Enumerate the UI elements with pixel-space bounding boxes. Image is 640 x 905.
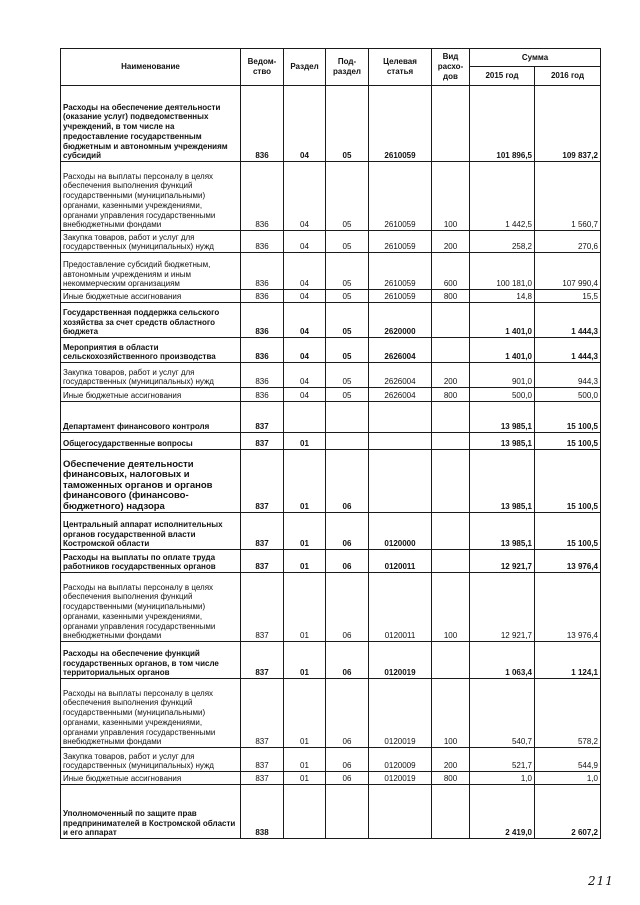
row-sum-2016: 1 444,3 xyxy=(535,338,601,363)
row-celevaya-statya: 0120009 xyxy=(369,748,432,772)
row-vedomstvo: 837 xyxy=(241,679,284,748)
row-celevaya-statya: 2620000 xyxy=(369,303,432,338)
row-podrazdel: 06 xyxy=(326,642,369,679)
row-celevaya-statya: 0120019 xyxy=(369,679,432,748)
row-podrazdel: 06 xyxy=(326,748,369,772)
row-celevaya-statya: 2610059 xyxy=(369,231,432,253)
row-sum-2016: 2 607,2 xyxy=(535,785,601,839)
row-podrazdel: 06 xyxy=(326,573,369,642)
table-row xyxy=(61,290,601,303)
row-vedomstvo: 837 xyxy=(241,642,284,679)
row-vid-raskhodov: 200 xyxy=(432,363,470,388)
table-body xyxy=(61,86,601,839)
table-row xyxy=(61,388,601,402)
row-celevaya-statya: 2610059 xyxy=(369,253,432,290)
row-vid-raskhodov: 100 xyxy=(432,679,470,748)
row-sum-2016: 578,2 xyxy=(535,679,601,748)
row-sum-2015: 1 063,4 xyxy=(470,642,535,679)
row-razdel: 01 xyxy=(284,679,326,748)
row-podrazdel: 06 xyxy=(326,450,369,513)
row-sum-2016: 13 976,4 xyxy=(535,573,601,642)
row-podrazdel: 05 xyxy=(326,338,369,363)
row-podrazdel: 05 xyxy=(326,290,369,303)
row-razdel: 04 xyxy=(284,86,326,162)
row-vid-raskhodov: 100 xyxy=(432,162,470,231)
row-razdel: 01 xyxy=(284,450,326,513)
row-vedomstvo: 837 xyxy=(241,772,284,785)
row-celevaya-statya: 2610059 xyxy=(369,290,432,303)
row-sum-2015: 14,8 xyxy=(470,290,535,303)
row-celevaya-statya xyxy=(369,450,432,513)
row-celevaya-statya: 0120019 xyxy=(369,642,432,679)
row-sum-2015: 13 985,1 xyxy=(470,450,535,513)
row-vid-raskhodov: 200 xyxy=(432,231,470,253)
table-row xyxy=(61,402,601,433)
row-razdel: 04 xyxy=(284,303,326,338)
row-sum-2016: 15 100,5 xyxy=(535,450,601,513)
row-vid-raskhodov xyxy=(432,550,470,573)
row-vid-raskhodov: 100 xyxy=(432,573,470,642)
row-vid-raskhodov xyxy=(432,433,470,450)
row-sum-2016: 15 100,5 xyxy=(535,433,601,450)
row-razdel: 04 xyxy=(284,338,326,363)
table-row xyxy=(61,363,601,388)
row-sum-2015: 12 921,7 xyxy=(470,550,535,573)
row-celevaya-statya: 0120019 xyxy=(369,772,432,785)
row-vedomstvo: 837 xyxy=(241,573,284,642)
row-vedomstvo: 837 xyxy=(241,513,284,550)
row-celevaya-statya: 2626004 xyxy=(369,363,432,388)
row-name: Департамент финансового контроля xyxy=(61,402,241,433)
row-vedomstvo: 836 xyxy=(241,290,284,303)
row-razdel: 01 xyxy=(284,550,326,573)
row-sum-2015: 500,0 xyxy=(470,388,535,402)
header-summa: Сумма xyxy=(470,49,601,67)
row-sum-2015: 901,0 xyxy=(470,363,535,388)
row-vid-raskhodov: 600 xyxy=(432,253,470,290)
row-vid-raskhodov xyxy=(432,642,470,679)
row-podrazdel: 05 xyxy=(326,303,369,338)
row-sum-2016: 1 124,1 xyxy=(535,642,601,679)
row-razdel: 04 xyxy=(284,290,326,303)
row-vid-raskhodov xyxy=(432,513,470,550)
row-name: Иные бюджетные ассигнования xyxy=(61,388,241,402)
row-celevaya-statya xyxy=(369,433,432,450)
table-row xyxy=(61,748,601,772)
row-celevaya-statya: 0120000 xyxy=(369,513,432,550)
row-vedomstvo: 836 xyxy=(241,231,284,253)
row-vid-raskhodov: 800 xyxy=(432,388,470,402)
row-razdel: 01 xyxy=(284,433,326,450)
row-sum-2015: 13 985,1 xyxy=(470,433,535,450)
row-celevaya-statya: 2626004 xyxy=(369,388,432,402)
row-sum-2015: 100 181,0 xyxy=(470,253,535,290)
row-name: Расходы на выплаты персоналу в целях обеспечения выполнения функций государственными (муниципальными) органами, казенными учреждениями, органами управления государственными внебюджетными фондами xyxy=(61,679,241,748)
row-celevaya-statya: 2610059 xyxy=(369,162,432,231)
row-vedomstvo: 836 xyxy=(241,86,284,162)
row-celevaya-statya: 0120011 xyxy=(369,573,432,642)
row-vedomstvo: 836 xyxy=(241,388,284,402)
row-celevaya-statya xyxy=(369,402,432,433)
row-sum-2016: 15,5 xyxy=(535,290,601,303)
row-celevaya-statya: 0120011 xyxy=(369,550,432,573)
row-sum-2015: 1 401,0 xyxy=(470,303,535,338)
row-name: Предоставление субсидий бюджетным, автономным учреждениям и иным некоммерческим организациям xyxy=(61,253,241,290)
row-vedomstvo: 836 xyxy=(241,253,284,290)
row-vid-raskhodov xyxy=(432,338,470,363)
table-row xyxy=(61,231,601,253)
page-number: 211 xyxy=(588,874,614,888)
row-name: Иные бюджетные ассигнования xyxy=(61,290,241,303)
row-sum-2015: 258,2 xyxy=(470,231,535,253)
row-name: Центральный аппарат исполнительных органов государственной власти Костромской области xyxy=(61,513,241,550)
row-sum-2015: 1 442,5 xyxy=(470,162,535,231)
table-row xyxy=(61,550,601,573)
row-razdel: 01 xyxy=(284,748,326,772)
row-name: Закупка товаров, работ и услуг для государственных (муниципальных) нужд xyxy=(61,231,241,253)
row-sum-2015: 13 985,1 xyxy=(470,402,535,433)
row-name: Иные бюджетные ассигнования xyxy=(61,772,241,785)
row-sum-2016: 1 444,3 xyxy=(535,303,601,338)
row-vedomstvo: 837 xyxy=(241,550,284,573)
row-name: Закупка товаров, работ и услуг для государственных (муниципальных) нужд xyxy=(61,363,241,388)
row-podrazdel xyxy=(326,785,369,839)
row-podrazdel: 05 xyxy=(326,363,369,388)
row-sum-2016: 15 100,5 xyxy=(535,513,601,550)
row-vid-raskhodov xyxy=(432,450,470,513)
row-razdel: 04 xyxy=(284,388,326,402)
row-razdel: 01 xyxy=(284,642,326,679)
table-row xyxy=(61,513,601,550)
header-podrazdel: Под-раздел xyxy=(326,49,369,86)
row-celevaya-statya xyxy=(369,785,432,839)
row-razdel: 01 xyxy=(284,513,326,550)
row-vid-raskhodov: 800 xyxy=(432,290,470,303)
row-name: Государственная поддержка сельского хозяйства за счет средств областного бюджета xyxy=(61,303,241,338)
row-sum-2016: 15 100,5 xyxy=(535,402,601,433)
table-row xyxy=(61,303,601,338)
row-name: Расходы на выплаты персоналу в целях обеспечения выполнения функций государственными (муниципальными) органами, казенными учреждениями, органами управления государственными внебюджетными фондами xyxy=(61,573,241,642)
row-podrazdel xyxy=(326,433,369,450)
header-year-2016: 2016 год xyxy=(535,67,601,86)
row-vedomstvo: 837 xyxy=(241,402,284,433)
row-razdel: 01 xyxy=(284,573,326,642)
table-row xyxy=(61,253,601,290)
row-vedomstvo: 836 xyxy=(241,338,284,363)
row-podrazdel: 06 xyxy=(326,772,369,785)
row-razdel: 04 xyxy=(284,363,326,388)
row-vid-raskhodov xyxy=(432,86,470,162)
row-razdel xyxy=(284,402,326,433)
row-name: Уполномоченный по защите прав предпринимателей в Костромской области и его аппарат xyxy=(61,785,241,839)
row-sum-2016: 500,0 xyxy=(535,388,601,402)
row-name: Мероприятия в области сельскохозяйственного производства xyxy=(61,338,241,363)
row-name: Общегосударственные вопросы xyxy=(61,433,241,450)
row-vedomstvo: 837 xyxy=(241,433,284,450)
header-razdel: Раздел xyxy=(284,49,326,86)
table-row xyxy=(61,679,601,748)
budget-table xyxy=(60,48,601,839)
row-celevaya-statya: 2626004 xyxy=(369,338,432,363)
row-name: Расходы на обеспечение деятельности (оказание услуг) подведомственных учреждений, в том числе на предоставление государственным бюджетным и автономным учреждениям субсидий xyxy=(61,86,241,162)
row-razdel: 01 xyxy=(284,772,326,785)
row-razdel: 04 xyxy=(284,231,326,253)
header-vedomstvo: Ведом-ство xyxy=(241,49,284,86)
row-vedomstvo: 837 xyxy=(241,748,284,772)
row-name: Закупка товаров, работ и услуг для государственных (муниципальных) нужд xyxy=(61,748,241,772)
table-row xyxy=(61,573,601,642)
row-sum-2015: 1,0 xyxy=(470,772,535,785)
row-podrazdel: 05 xyxy=(326,162,369,231)
table-row xyxy=(61,338,601,363)
row-vid-raskhodov: 200 xyxy=(432,748,470,772)
row-razdel: 04 xyxy=(284,162,326,231)
row-podrazdel: 05 xyxy=(326,253,369,290)
row-podrazdel: 05 xyxy=(326,231,369,253)
row-razdel: 04 xyxy=(284,253,326,290)
header-year-2015: 2015 год xyxy=(470,67,535,86)
row-sum-2015: 1 401,0 xyxy=(470,338,535,363)
row-name: Расходы на выплаты по оплате труда работников государственных органов xyxy=(61,550,241,573)
row-vedomstvo: 836 xyxy=(241,303,284,338)
row-sum-2015: 540,7 xyxy=(470,679,535,748)
row-name: Обеспечение деятельности финансовых, налоговых и таможенных органов и органов финансового (финансово-бюджетного) надзора xyxy=(61,450,241,513)
row-sum-2015: 101 896,5 xyxy=(470,86,535,162)
row-sum-2015: 12 921,7 xyxy=(470,573,535,642)
row-podrazdel: 06 xyxy=(326,550,369,573)
table-row xyxy=(61,450,601,513)
row-sum-2016: 270,6 xyxy=(535,231,601,253)
row-sum-2016: 944,3 xyxy=(535,363,601,388)
row-podrazdel xyxy=(326,402,369,433)
row-sum-2015: 13 985,1 xyxy=(470,513,535,550)
table-row xyxy=(61,642,601,679)
row-name: Расходы на выплаты персоналу в целях обеспечения выполнения функций государственными (муниципальными) органами, казенными учреждениями, органами управления государственными внебюджетными фондами xyxy=(61,162,241,231)
header-name: Наименование xyxy=(61,49,241,86)
table-row xyxy=(61,772,601,785)
table-row xyxy=(61,785,601,839)
row-celevaya-statya: 2610059 xyxy=(369,86,432,162)
table-row xyxy=(61,433,601,450)
row-vid-raskhodov xyxy=(432,303,470,338)
row-vid-raskhodov: 800 xyxy=(432,772,470,785)
row-sum-2015: 521,7 xyxy=(470,748,535,772)
row-sum-2016: 1 560,7 xyxy=(535,162,601,231)
row-vedomstvo: 837 xyxy=(241,450,284,513)
row-vid-raskhodov xyxy=(432,402,470,433)
row-razdel xyxy=(284,785,326,839)
row-vedomstvo: 836 xyxy=(241,363,284,388)
row-sum-2016: 13 976,4 xyxy=(535,550,601,573)
header-celevaya-statya: Целевая статья xyxy=(369,49,432,86)
row-sum-2016: 107 990,4 xyxy=(535,253,601,290)
row-vedomstvo: 836 xyxy=(241,162,284,231)
row-sum-2016: 1,0 xyxy=(535,772,601,785)
row-sum-2016: 544,9 xyxy=(535,748,601,772)
header-vid-raskhodov: Вид расхо-дов xyxy=(432,49,470,86)
table-row xyxy=(61,86,601,162)
row-name: Расходы на обеспечение функций государственных органов, в том числе территориальных органов xyxy=(61,642,241,679)
row-sum-2015: 2 419,0 xyxy=(470,785,535,839)
row-podrazdel: 06 xyxy=(326,513,369,550)
table-row xyxy=(61,162,601,231)
row-podrazdel: 06 xyxy=(326,679,369,748)
row-sum-2016: 109 837,2 xyxy=(535,86,601,162)
row-vid-raskhodov xyxy=(432,785,470,839)
row-podrazdel: 05 xyxy=(326,388,369,402)
row-vedomstvo: 838 xyxy=(241,785,284,839)
row-podrazdel: 05 xyxy=(326,86,369,162)
